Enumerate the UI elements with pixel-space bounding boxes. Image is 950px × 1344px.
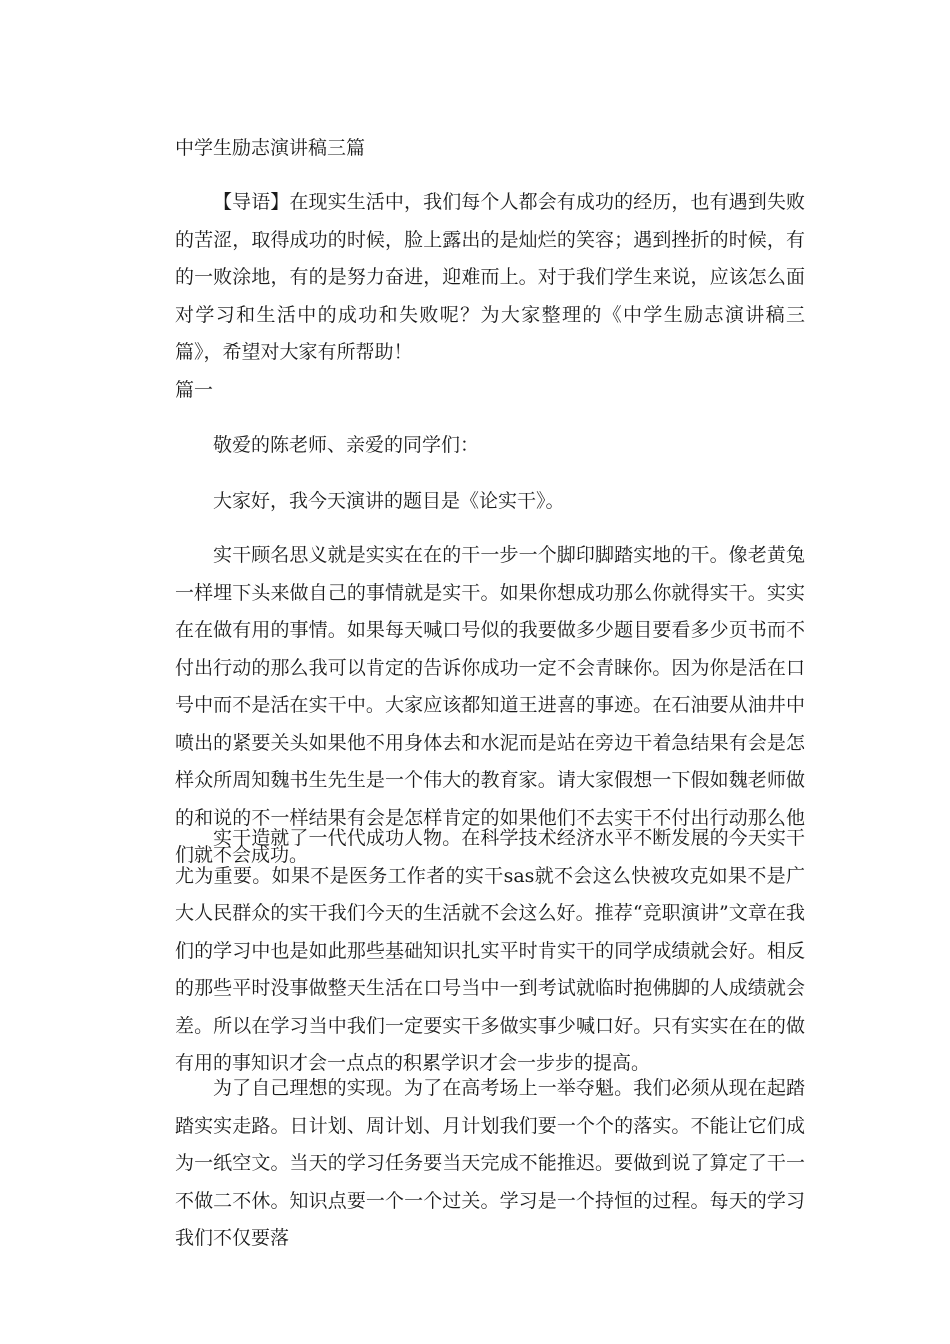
opening-line: 大家好，我今天演讲的题目是《论实干》。	[213, 490, 565, 512]
intro-paragraph: 【导语】在现实生活中，我们每个人都会有成功的经历，也有遇到失败的苦涩，取得成功的时候，脸上露出的是灿烂的笑容；遇到挫折的时候，有的一败涂地，有的是努力奋进，迎难而上。对于我们学生来说，应该怎么面对学习和生活中的成功和失败呢？为大家整理的《中学生励志演讲稿三篇》，希望对大家有所帮助！	[175, 191, 805, 363]
document-title: 中学生励志演讲稿三篇	[175, 137, 366, 159]
body-paragraph-2: 实干造就了一代代成功人物。在科学技术经济水平不断发展的今天实干尤为重要。如果不是医务工作者的实干sas就不会这么快被攻克如果不是广大人民群众的实干我们今天的生活就不会这么好。推荐“竞职演讲”文章在我们的学习中也是如此那些基础知识扎实平时肯实干的同学成绩就会好。相反的那些平时没事做整天生活在口号当中一到考试就临时抱佛脚的人成绩就会差。所以在学习当中我们一定要实干多做实事少喊口好。只有实实在在的做有用的事知识才会一点点的积累学识才会一步步的提高。	[175, 827, 805, 1074]
salutation: 敬爱的陈老师、亲爱的同学们：	[213, 434, 480, 456]
body-paragraph-1: 实干顾名思义就是实实在在的干一步一个脚印脚踏实地的干。像老黄兔一样埋下头来做自己的事情就是实干。如果你想成功那么你就得实干。实实在在做有用的事情。如果每天喊口号似的我要做多少题目要看多少页书而不付出行动的那么我可以肯定的告诉你成功一定不会青睐你。因为你是活在口号中而不是活在实干中。大家应该都知道王进喜的事迹。在石油要从油井中喷出的紧要关头如果他不用身体去和水泥而是站在旁边干着急结果有会是怎样众所周知魏书生先生是一个伟大的教育家。请大家假想一下假如魏老师做的和说的不一样结果有会是怎样肯定的如果他们不去实干不付出行动那么他们就不会成功。	[175, 544, 805, 866]
section-heading: 篇一	[175, 379, 214, 401]
body-paragraph-3: 为了自己理想的实现。为了在高考场上一举夺魁。我们必须从现在起踏踏实实走路。日计划、周计划、月计划我们要一个个的落实。不能让它们成为一纸空文。当天的学习任务要当天完成不能推迟。要做到说了算定了干一不做二不休。知识点要一个一个过关。学习是一个持恒的过程。每天的学习我们不仅要落	[175, 1077, 805, 1249]
